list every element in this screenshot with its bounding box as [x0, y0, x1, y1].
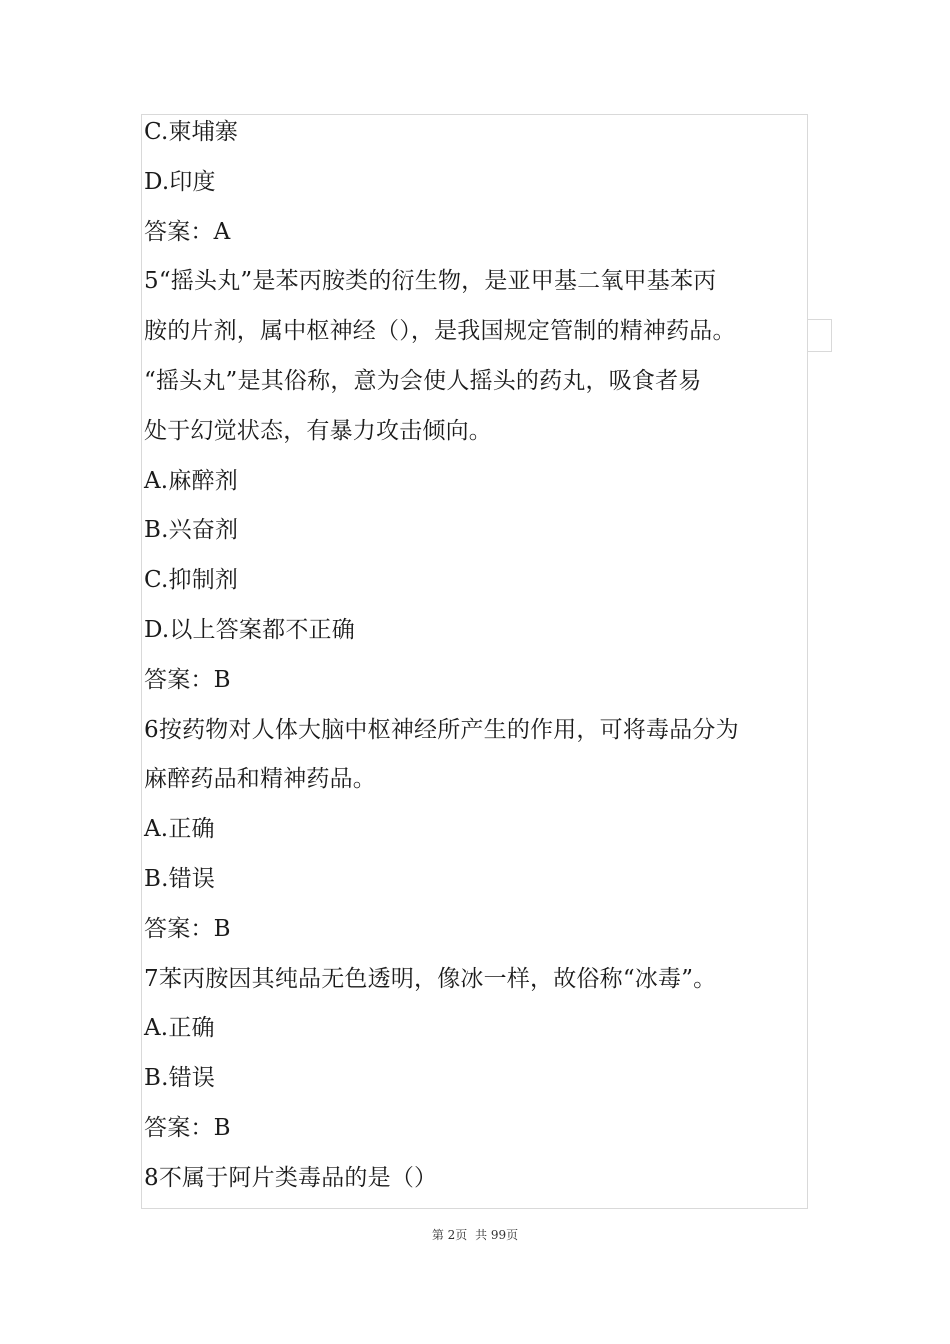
page-total: 共 99页: [475, 1228, 519, 1242]
option-line: A.麻醉剂: [144, 467, 238, 494]
question-line: 5“摇头丸”是苯丙胺类的衍生物，是亚甲基二氧甲基苯丙: [144, 268, 717, 295]
option-line: B.错误: [144, 865, 216, 892]
question-line: 8不属于阿片类毒品的是（）: [144, 1164, 438, 1191]
option-line: C.柬埔寨: [144, 119, 239, 145]
question-line: 处于幻觉状态，有暴力攻击倾向。: [144, 417, 492, 444]
option-line: D.以上答案都不正确: [144, 616, 355, 643]
option-line: A.正确: [144, 1015, 215, 1042]
answer-line: 答案：A: [144, 218, 231, 245]
question-line: 麻醉药品和精神药品。: [144, 766, 376, 793]
answer-line: 答案：B: [144, 1114, 231, 1141]
question-line: 胺的片剂，属中枢神经（），是我国规定管制的精神药品。: [144, 318, 736, 345]
option-line: B.兴奋剂: [144, 517, 239, 544]
question-line: “摇头丸”是其俗称，意为会使人摇头的药丸，吸食者易: [144, 367, 702, 394]
page-footer: [0, 1226, 950, 1243]
option-line: B.错误: [144, 1065, 216, 1092]
option-line: D.印度: [144, 168, 216, 195]
option-line: A.正确: [144, 816, 215, 843]
question-line: 6按药物对人体大脑中枢神经所产生的作用，可将毒品分为: [144, 716, 739, 743]
answer-line: 答案：B: [144, 666, 231, 693]
option-line: C.抑制剂: [144, 567, 239, 594]
page-number: 第 2页: [431, 1228, 468, 1242]
answer-line: 答案：B: [144, 915, 231, 942]
question-line: 7苯丙胺因其纯品无色透明，像冰一样，故俗称“冰毒”。: [144, 965, 717, 992]
document-body: [144, 108, 844, 1204]
